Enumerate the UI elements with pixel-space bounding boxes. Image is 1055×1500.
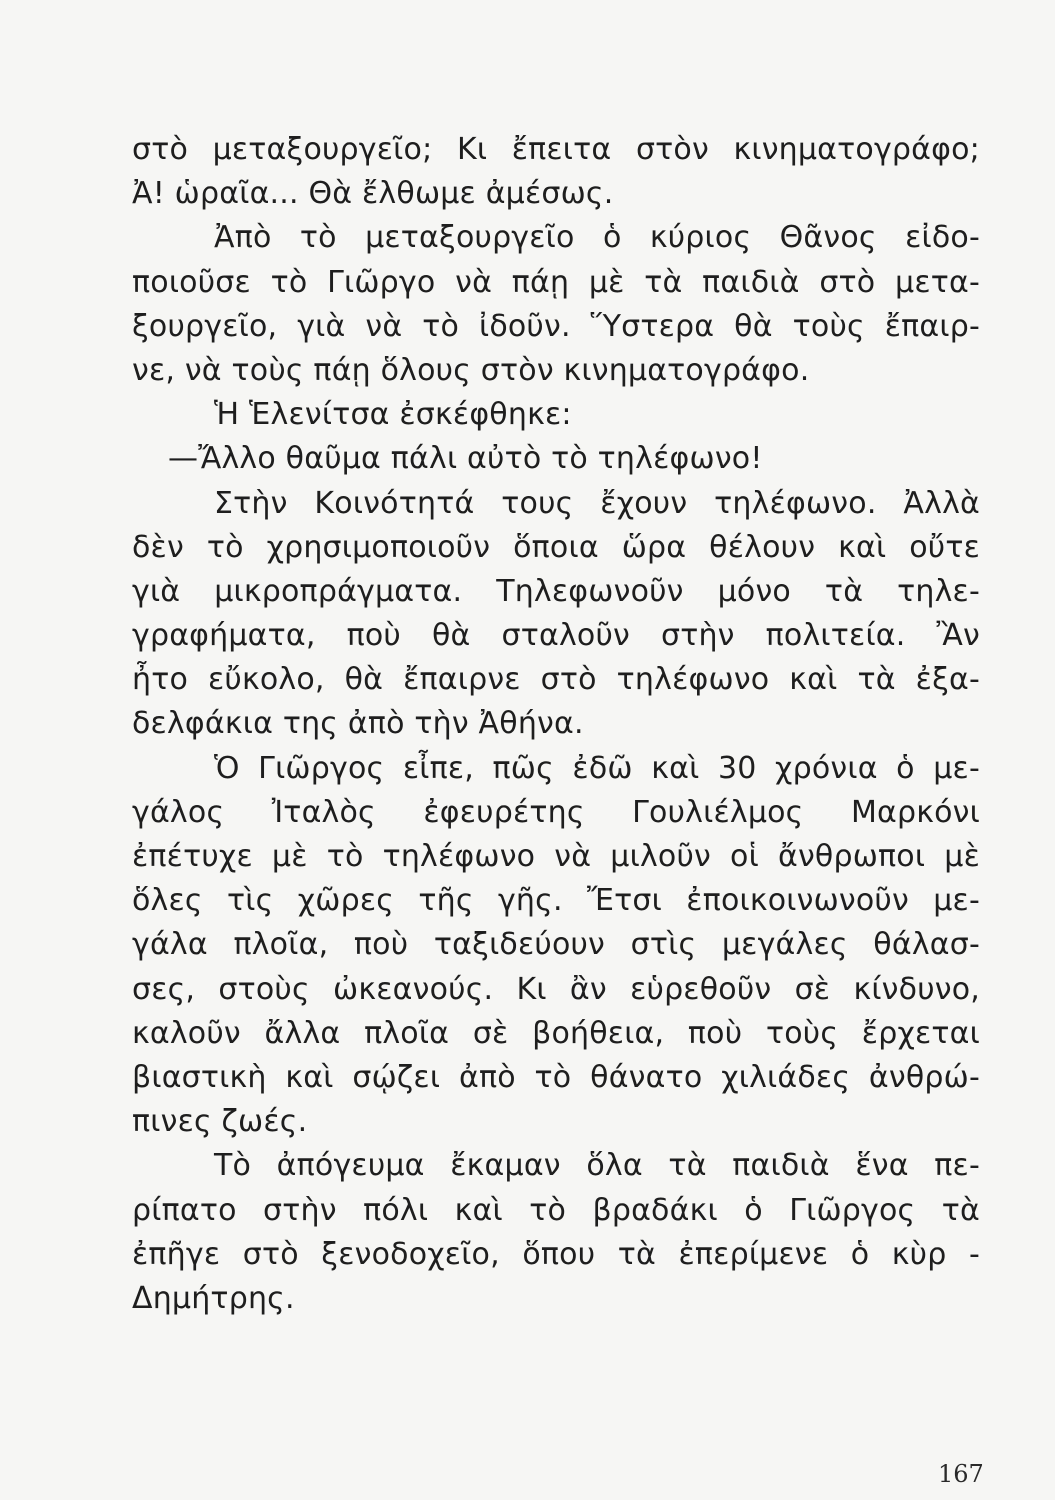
text-line: ἦτο εὔκολο, θὰ ἔπαιρνε στὸ τηλέφωνο καὶ τὰ ἐξα-: [132, 662, 980, 698]
text-line: γάλος Ἰταλὸς ἐφευρέτης Γουλιέλμος Μαρκόνι: [132, 794, 980, 830]
text-line: πινες ζωές.: [132, 1104, 308, 1140]
text-line: γάλα πλοῖα, ποὺ ταξιδεύουν στὶς μεγάλες θάλασ-: [132, 927, 980, 963]
text-line: Ἀπὸ τὸ μεταξουργεῖο ὁ κύριος Θᾶνος εἰδο-: [214, 220, 980, 256]
text-line: γραφήματα, ποὺ θὰ σταλοῦν στὴν πολιτεία. Ἂν: [132, 618, 980, 654]
text-line: γιὰ μικροπράγματα. Τηλεφωνοῦν μόνο τὰ τηλε-: [132, 573, 980, 609]
text-line: ἐπέτυχε μὲ τὸ τηλέφωνο νὰ μιλοῦν οἱ ἄνθρωποι μὲ: [132, 839, 980, 874]
page-number: 167: [938, 1460, 984, 1488]
text-line: στὸ μεταξουργεῖο; Κι ἔπειτα στὸν κινηματογράφο;: [132, 132, 980, 167]
text-line: ξουργεῖο, γιὰ νὰ τὸ ἰδοῦν. Ὕστερα θὰ τοὺς ἔπαιρ-: [132, 308, 980, 344]
text-line: Ὁ Γιῶργος εἶπε, πῶς ἐδῶ καὶ 30 χρόνια ὁ με-: [214, 750, 980, 786]
text-line: ὅλες τὶς χῶρες τῆς γῆς. Ἔτσι ἐποικοινωνοῦν με-: [132, 883, 980, 919]
text-line: Δημήτρης.: [132, 1280, 295, 1316]
text-line: Στὴν Κοινότητά τους ἔχουν τηλέφωνο. Ἀλλὰ: [214, 485, 980, 521]
text-line: καλοῦν ἄλλα πλοῖα σὲ βοήθεια, ποὺ τοὺς ἔρχεται: [132, 1015, 980, 1051]
text-line: ποιοῦσε τὸ Γιῶργο νὰ πάῃ μὲ τὰ παιδιὰ στὸ μετα-: [132, 264, 980, 300]
text-line: δελφάκια της ἀπὸ τὴν Ἀθήνα.: [132, 706, 584, 742]
text-line: Ἡ Ἑλενίτσα ἐσκέφθηκε:: [214, 397, 572, 433]
text-line: —Ἄλλο θαῦμα πάλι αὐτὸ τὸ τηλέφωνο!: [168, 441, 763, 477]
text-line: σες, στοὺς ὠκεανούς. Κι ἂν εὑρεθοῦν σὲ κίνδυνο,: [132, 971, 980, 1007]
text-line: ρίπατο στὴν πόλι καὶ τὸ βραδάκι ὁ Γιῶργος τὰ: [132, 1192, 980, 1228]
page-text: [132, 128, 980, 1321]
text-line: βιαστικὴ καὶ σῴζει ἀπὸ τὸ θάνατο χιλιάδες ἀνθρώ-: [132, 1059, 980, 1095]
text-line: Τὸ ἀπόγευμα ἔκαμαν ὅλα τὰ παιδιὰ ἕνα πε-: [214, 1148, 980, 1184]
text-line: νε, νὰ τοὺς πάῃ ὅλους στὸν κινηματογράφο.: [132, 352, 810, 388]
text-line: Ἀ! ὡραῖα... Θὰ ἔλθωμε ἀμέσως.: [132, 176, 614, 212]
text-line: ἐπῆγε στὸ ξενοδοχεῖο, ὅπου τὰ ἐπερίμενε ὁ κὺρ -: [132, 1236, 980, 1272]
text-line: δὲν τὸ χρησιμοποιοῦν ὅποια ὥρα θέλουν καὶ οὔτε: [132, 529, 980, 565]
